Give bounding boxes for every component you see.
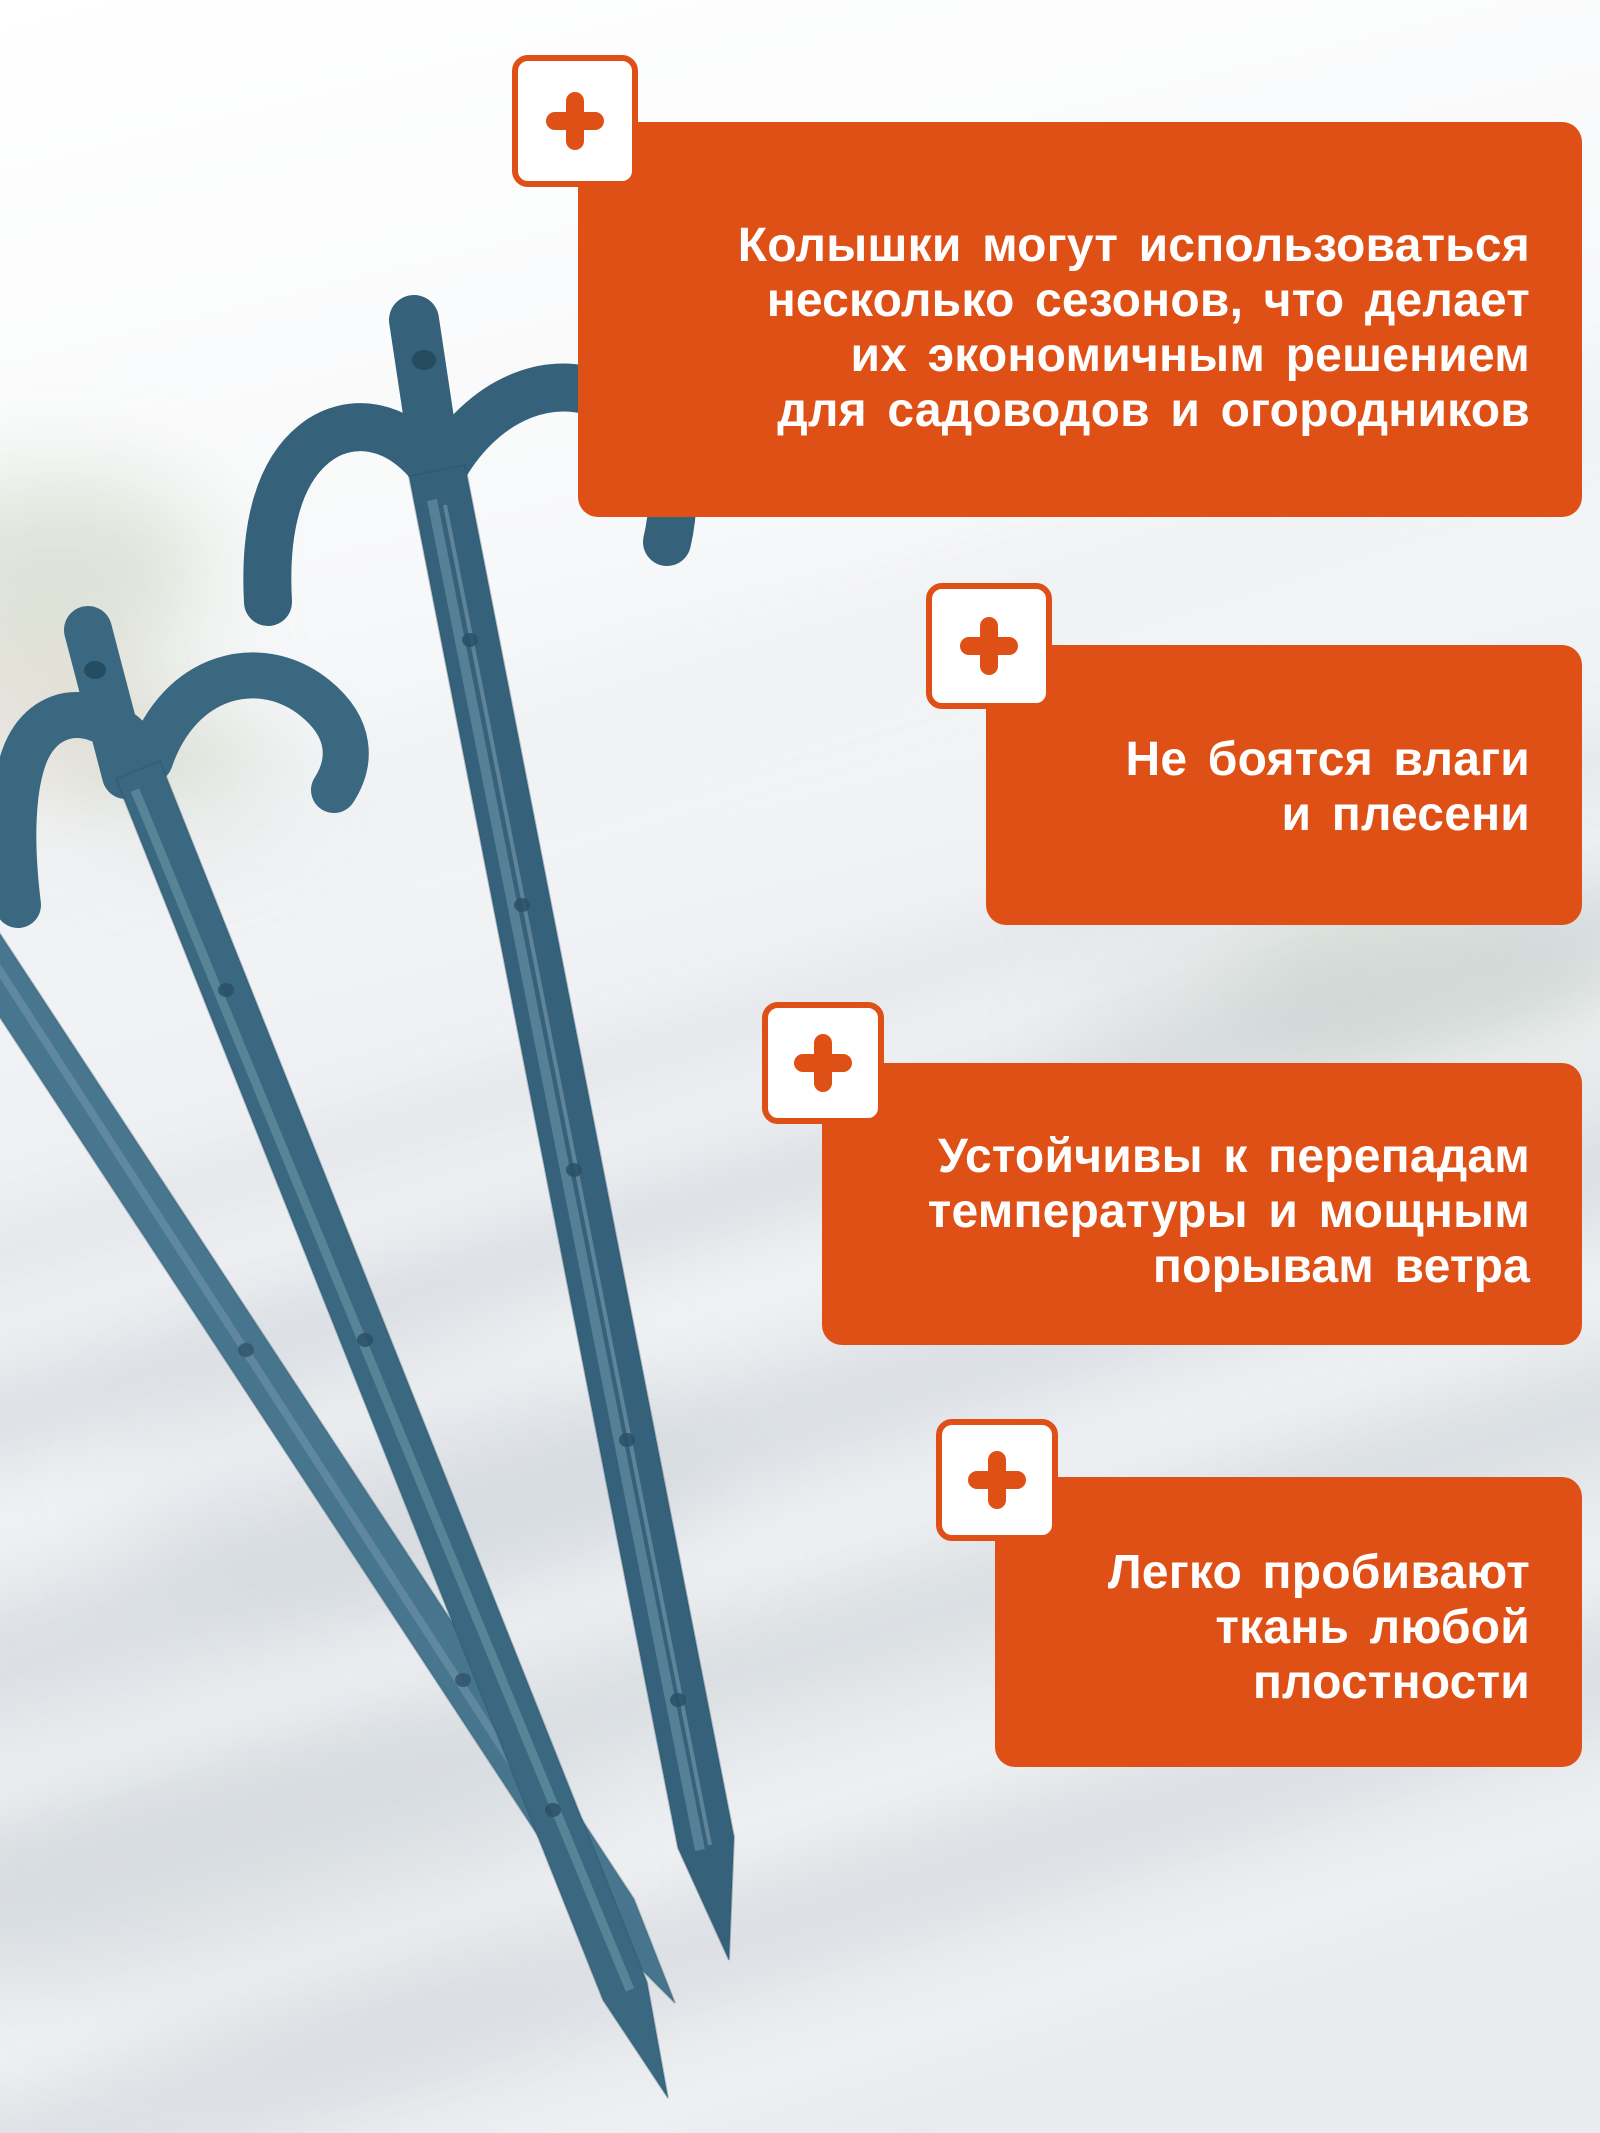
plus-icon [794, 1034, 852, 1092]
feature-callout-pierce [995, 1477, 1582, 1767]
peg-hole [566, 1163, 582, 1177]
peg-hole [462, 633, 478, 647]
plus-badge [926, 583, 1052, 709]
peg-hole [514, 898, 530, 912]
feature-text-line: ткань любой [1215, 1600, 1530, 1654]
feature-text-line: их экономичным решением [850, 328, 1530, 382]
feature-callout-moisture [986, 645, 1582, 925]
feature-text-line: несколько сезонов, что делает [766, 273, 1530, 327]
peg-hole [84, 661, 106, 679]
feature-text-line: температуры и мощным [927, 1184, 1530, 1238]
plus-icon [960, 617, 1018, 675]
feature-callout-weather [822, 1063, 1582, 1345]
peg-hole [412, 350, 436, 370]
feature-text-line: и плесени [1281, 788, 1530, 841]
feature-text-line: Не боятся влаги [1125, 733, 1530, 786]
feature-text-line: Легко пробивают [1107, 1545, 1530, 1599]
feature-text-line: для садоводов и огородников [777, 383, 1530, 437]
feature-text-line: Колышки могут использоваться [737, 218, 1530, 272]
peg-hole [455, 1673, 471, 1687]
plus-icon [546, 92, 604, 150]
peg-hole [619, 1433, 635, 1447]
peg-hole [238, 1343, 254, 1357]
feature-text-line: плостности [1252, 1655, 1530, 1709]
plus-badge [936, 1419, 1058, 1541]
peg-hole [218, 983, 234, 997]
feature-callout-reusable [578, 122, 1582, 517]
peg-hole [545, 1803, 561, 1817]
feature-text-line: Устойчивы к перепадам [937, 1129, 1530, 1183]
peg-hole [670, 1693, 686, 1707]
feature-text-line: порывам ветра [1152, 1239, 1530, 1293]
plus-badge [512, 55, 638, 187]
peg-hole [357, 1333, 373, 1347]
plus-icon [968, 1451, 1026, 1509]
plus-badge [762, 1002, 884, 1124]
